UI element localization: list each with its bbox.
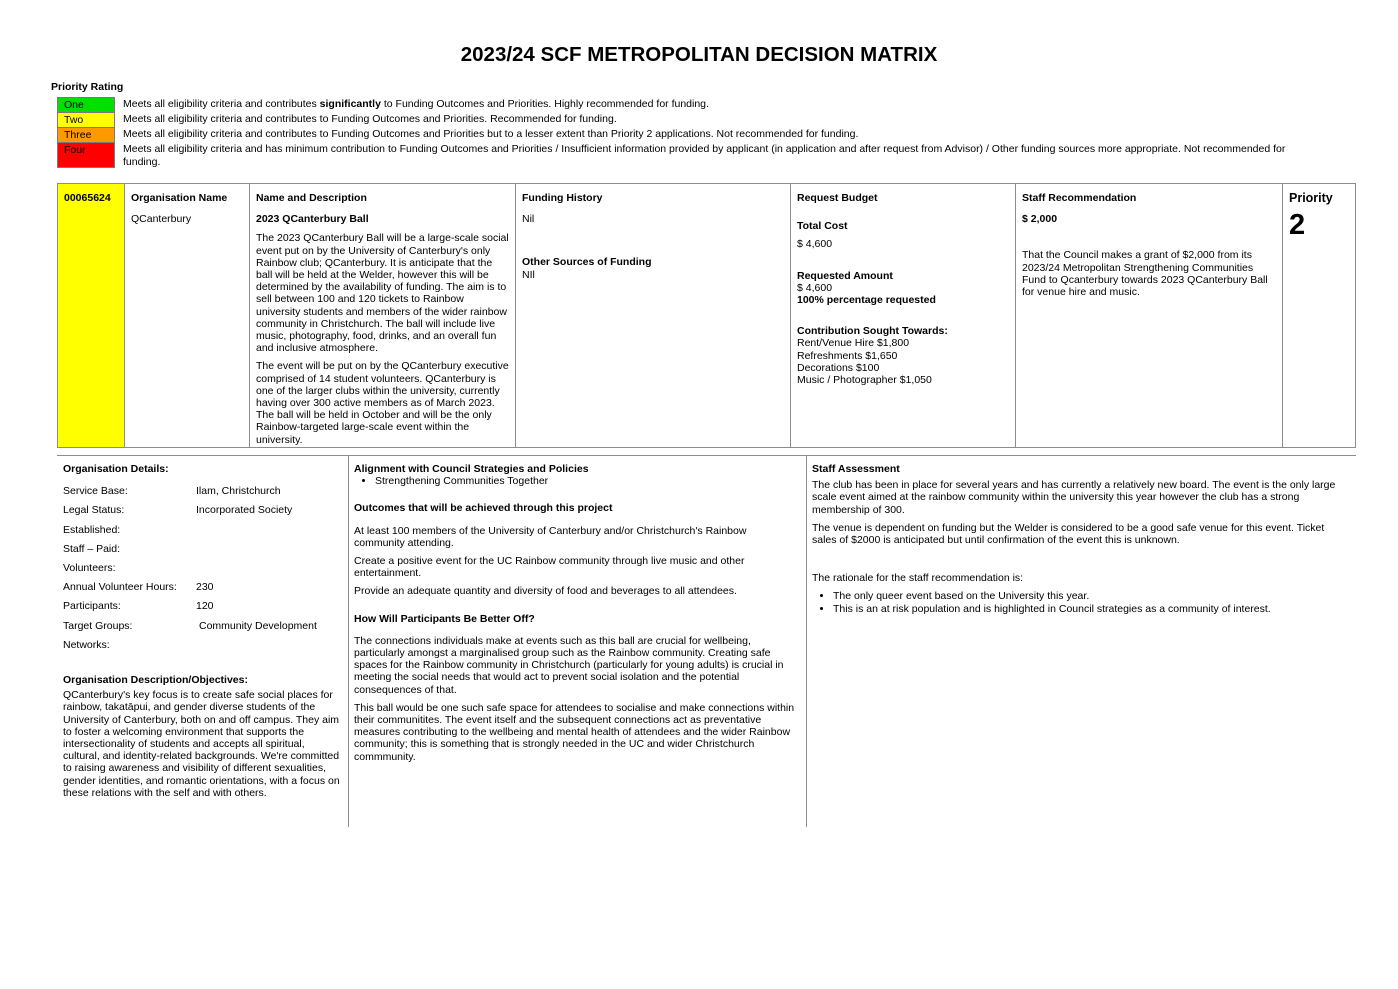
staff-assessment-header: Staff Assessment	[812, 463, 900, 475]
request-budget-column	[791, 184, 1016, 447]
page-title: 2023/24 SCF METROPOLITAN DECISION MATRIX	[460, 43, 938, 66]
detail-row: Legal Status: Incorporated Society	[63, 504, 293, 517]
legend-swatch-two: Two	[57, 112, 115, 127]
org-header: Organisation Name	[131, 192, 228, 204]
detail-row: Established:	[63, 523, 121, 536]
name-description-column	[250, 184, 516, 447]
rb-header: Request Budget	[797, 192, 878, 204]
detail-row: Annual Volunteer Hours: 230	[63, 581, 214, 594]
legend-row-two	[57, 112, 1307, 127]
priority-header: Priority	[1289, 191, 1333, 205]
assessment-para: The club has been in place for several years and has currently a relatively new board. The event is the only large scale event aimed at the rainbow community within the university this year however the club has a strong membership of 300.	[812, 479, 1336, 516]
assessment-para: The venue is dependent on funding but the Welder is considered to be a good safe venue for this event. Ticket sales of $2000 is anticipated but until confirmation of the event this is unknown.	[812, 521, 1325, 547]
description-para-2: The event will be put on by the QCanterbury executive comprised of 14 student volunteers. QCanterbury is one of the larger clubs within the university, currently having over 300 active members as of March 2023. The ball will be held in October and will be the only Rainbow-targeted large-scale event within the university.	[256, 360, 509, 446]
application-id: 00065624	[58, 184, 125, 447]
legend-swatch-three: Three	[57, 127, 115, 142]
legend-desc-one: Meets all eligibility criteria and contributes significantly to Funding Outcomes and Priorities. Highly recommended for funding.	[123, 98, 709, 110]
org-description-header: Organisation Description/Objectives:	[63, 673, 248, 686]
detail-row: Participants: 120	[63, 600, 214, 613]
organisation-details	[63, 463, 343, 799]
priority-rating-heading: Priority Rating	[51, 81, 124, 93]
legend-row-four	[57, 142, 1307, 169]
priority-legend	[57, 97, 1307, 169]
sr-amount: $ 2,000	[1022, 213, 1058, 226]
grant-table	[57, 183, 1356, 448]
staff-assessment-section	[812, 463, 1347, 615]
legend-desc-two: Meets all eligibility criteria and contributes to Funding Outcomes and Priorities. Recommended for funding.	[123, 113, 617, 125]
nd-header: Name and Description	[256, 192, 367, 204]
legend-row-three	[57, 127, 1307, 142]
description-para-1: The 2023 QCanterbury Ball will be a large-scale social event put on by the University of Canterbury's only Rainbow club; QCanterbury. It is anticipate that the ball will be held at the Welder, however this will be determined by the availability of funding. The aim is to sell between 100 and 120 tickets to Rainbow university students and members of the wider rainbow community in Christchurch. The ball will include live music, photography, food, drinks, and an overall fun and inclusive atmosphere.	[256, 232, 509, 355]
alignment-list	[354, 475, 800, 487]
legend-desc-three: Meets all eligibility criteria and contributes to Funding Outcomes and Priorities but to a lesser extent than Priority 2 applications. Not recommended for funding.	[123, 128, 859, 140]
detail-row: Target Groups: Community Development	[63, 619, 317, 632]
section-divider	[57, 455, 1356, 456]
detail-row: Service Base: Ilam, Christchurch	[63, 485, 281, 498]
contribution-item: Decorations $100	[797, 361, 880, 374]
funding-history-column	[516, 184, 791, 447]
column-divider	[348, 456, 349, 827]
column-divider	[806, 456, 807, 827]
contribution-item: Rent/Venue Hire $1,800	[797, 337, 910, 350]
priority-value: 2	[1289, 209, 1306, 242]
org-description: QCanterbury's key focus is to create safe social places for rainbow, takatāpui, and gender diverse students of the University of Canterbury, both on and off campus. They aim to foster a welcoming environment that supports the intersectionality of students and accepts all spiritual, cultural, and identity-related backgrounds. We're committed to raising awareness and visibility of different sexualities, gender identities, and romantic orientations, with a focus on these relations with the self and with others.	[63, 689, 340, 799]
rationale-item: • This is an at risk population and is highlighted in Council strategies as a community of interest.	[833, 603, 1347, 615]
other-sources-value: NIl	[522, 268, 535, 281]
legend-swatch-one: One	[57, 97, 115, 112]
organisation-name-column	[125, 184, 250, 447]
org-details-header: Organisation Details:	[63, 463, 169, 475]
total-cost-label: Total Cost	[797, 220, 848, 233]
percentage-requested: 100% percentage requested	[797, 294, 936, 307]
rationale-intro: The rationale for the staff recommendation is:	[812, 572, 1024, 585]
priority-column	[1283, 184, 1355, 447]
detail-row: Staff – Paid:	[63, 542, 121, 555]
total-cost-value: $ 4,600	[797, 238, 833, 251]
alignment-item: • Strengthening Communities Together	[375, 475, 800, 487]
fh-header: Funding History	[522, 192, 603, 204]
requested-label: Requested Amount	[797, 269, 893, 282]
staff-recommendation-column	[1016, 184, 1283, 447]
detail-row: Networks:	[63, 638, 110, 651]
requested-value: $ 4,600	[797, 281, 833, 294]
detail-row: Volunteers:	[63, 561, 116, 574]
funding-history-value: Nil	[522, 213, 535, 226]
org-name: QCanterbury	[131, 213, 192, 226]
contribution-label: Contribution Sought Towards:	[797, 325, 948, 338]
legend-swatch-four: Four	[57, 142, 115, 168]
legend-desc-four: Meets all eligibility criteria and has minimum contribution to Funding Outcomes and Priorities / Insufficient information provided by applicant (in application and after request from Advisor) / Other funding sources more appropriate. Not recommended for funding.	[123, 143, 1286, 169]
contribution-item: Refreshments $1,650	[797, 349, 898, 362]
better-off-para: The connections individuals make at events such as this ball are crucial for wellbeing, particularly amongst a marginalised group such as the Rainbow community. Creating safe spaces for the Rainbow community in Christchurch (particularly for young adults) is crucial in meeting the social needs that would act to prevent social isolation and the potential consequences of that.	[354, 634, 784, 696]
contribution-item: Music / Photographer $1,050	[797, 374, 932, 387]
outcomes-header: Outcomes that will be achieved through this project	[354, 502, 613, 515]
rationale-item: • The only queer event based on the University this year.	[833, 590, 1347, 602]
sr-text: That the Council makes a grant of $2,000 from its 2023/24 Metropolitan Strengthening Communities Fund to Qcanterbury towards 2023 QCanterbury Ball for venue hire and music.	[1022, 249, 1268, 299]
outcome-item: At least 100 members of the University of Canterbury and/or Christchurch's Rainbow community attending.	[354, 524, 747, 549]
alignment-section	[354, 463, 800, 769]
better-off-para: This ball would be one such safe space for attendees to socialise and make connections within their communitites. The event itself and the subsequent connections act as preventative measures contributing to the wellbeing and mental health of attendees and the wider Rainbow community; this is something that is strongly needed in the UC and wider Christchurch commmunity.	[354, 701, 795, 763]
outcome-item: Create a positive event for the UC Rainbow community through live music and other entertainment.	[354, 555, 745, 580]
sr-header: Staff Recommendation	[1022, 192, 1137, 204]
better-off-header: How Will Participants Be Better Off?	[354, 612, 535, 625]
project-name: 2023 QCanterbury Ball	[256, 213, 369, 226]
alignment-header: Alignment with Council Strategies and Policies	[354, 463, 589, 475]
legend-row-one	[57, 97, 1307, 112]
outcome-item: Provide an adequate quantity and diversity of food and beverages to all attendees.	[354, 585, 737, 598]
rationale-list	[812, 590, 1347, 614]
other-sources-header: Other Sources of Funding	[522, 256, 652, 269]
